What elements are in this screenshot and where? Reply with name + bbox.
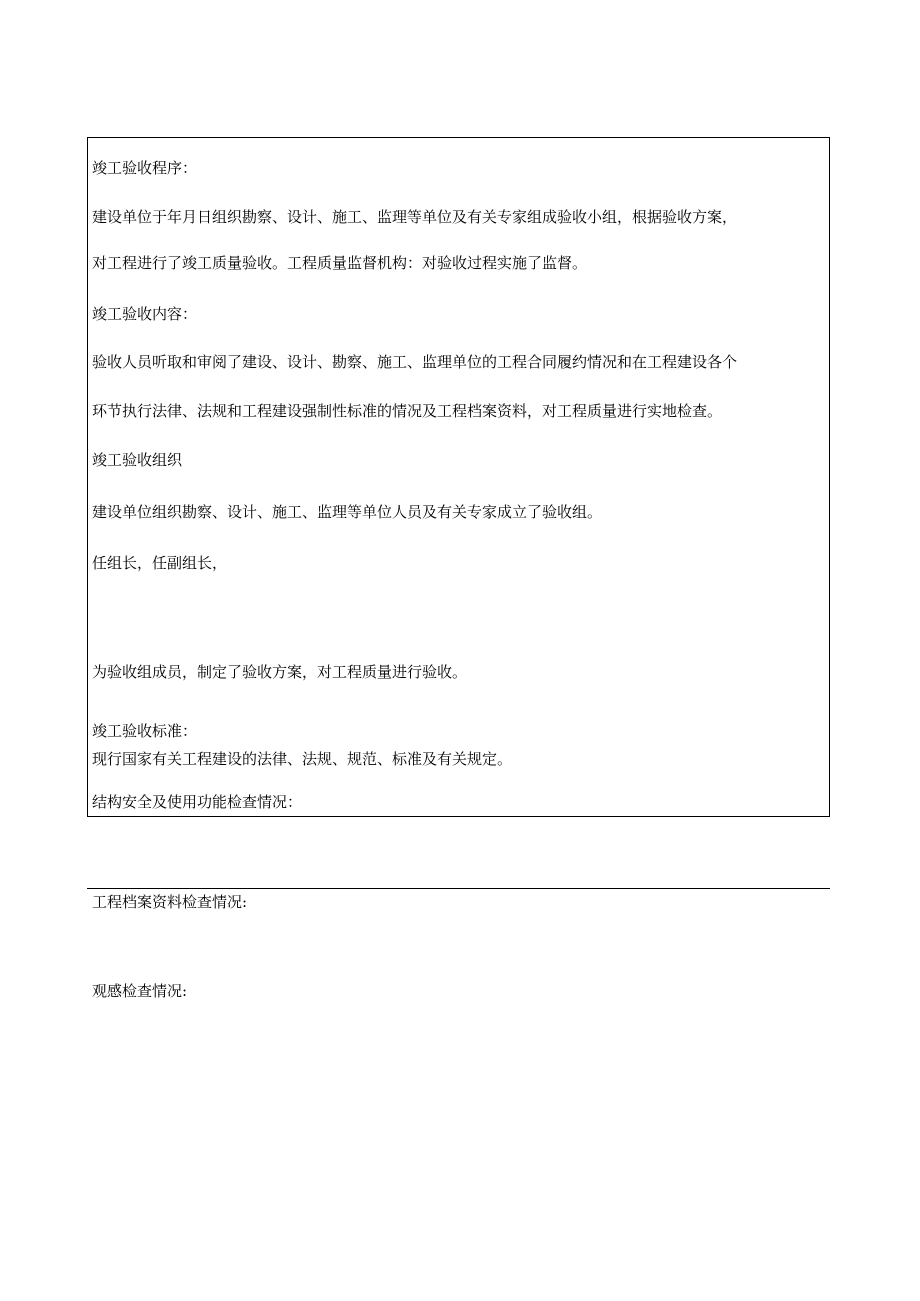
procedure-heading: 竣工验收程序： xyxy=(92,159,198,177)
section-divider xyxy=(87,888,830,889)
content-heading: 竣工验收内容： xyxy=(92,305,198,323)
organization-text: 建设单位组织勘察、设计、施工、监理等单位人员及有关专家成立了验收组。 xyxy=(92,503,603,521)
members-line: 为验收组成员，制定了验收方案，对工程质量进行验收。 xyxy=(92,663,468,681)
organization-heading: 竣工验收组织 xyxy=(92,451,183,469)
content-text-line-1: 验收人员听取和审阅了建设、设计、勘察、施工、监理单位的工程合同履约情况和在工程建设各个 xyxy=(92,353,738,371)
acceptance-record-box xyxy=(87,137,830,817)
standard-text: 现行国家有关工程建设的法律、法规、规范、标准及有关规定。 xyxy=(92,750,513,768)
leader-line: 任组长，任副组长， xyxy=(92,554,228,572)
appearance-check-label: 观感检查情况: xyxy=(92,982,188,1000)
content-text-line-2: 环节执行法律、法规和工程建设强制性标准的情况及工程档案资料，对工程质量进行实地检查。 xyxy=(92,402,723,420)
standard-heading: 竣工验收标准： xyxy=(92,722,198,740)
procedure-text-line-1: 建设单位于年月日组织勘察、设计、施工、监理等单位及有关专家组成验收小组，根据验收方案， xyxy=(92,208,738,226)
structure-safety-check: 结构安全及使用功能检查情况： xyxy=(92,793,303,811)
archive-check-label: 工程档案资料检查情况: xyxy=(92,893,248,911)
procedure-text-line-2: 对工程进行了竣工质量验收。工程质量监督机构：对验收过程实施了监督。 xyxy=(92,254,588,272)
